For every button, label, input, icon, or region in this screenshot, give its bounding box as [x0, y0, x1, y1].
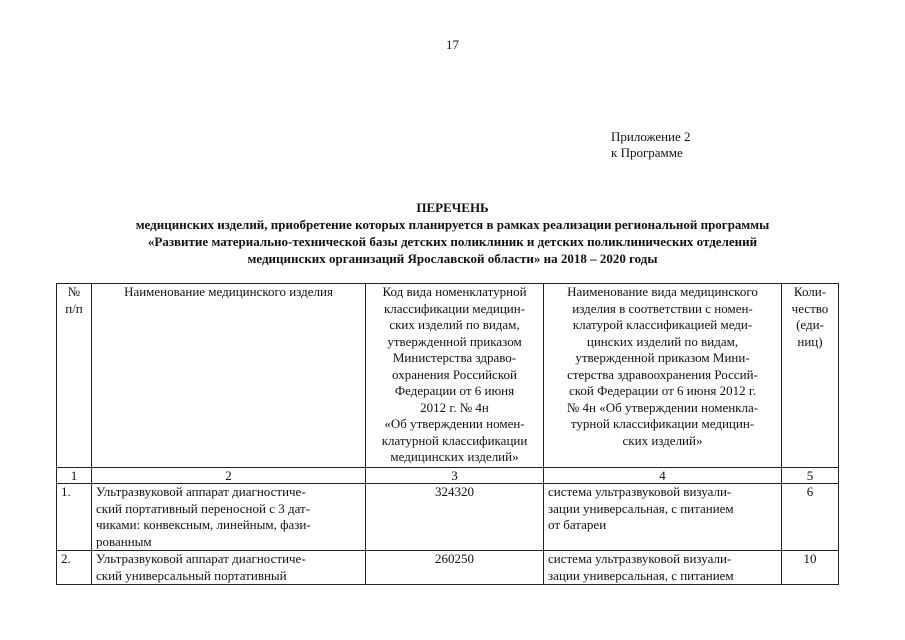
document-heading [40, 199, 865, 267]
table-header-row [57, 284, 839, 468]
column-number: 5 [782, 468, 839, 484]
column-number-row [57, 468, 839, 484]
row-quantity: 10 [782, 551, 839, 585]
appendix-line-1: Приложение 2 [611, 129, 691, 144]
column-number: 1 [57, 468, 92, 484]
row-device-name: Ультразвуковой аппарат диагностиче- ский портативный переносной с 3 дат- чиками: конвексным, линейным, фази- рованным [92, 484, 366, 551]
row-num: 1. [57, 484, 92, 551]
header-device-name: Наименование медицинского изделия [92, 284, 366, 468]
row-device-kind: система ультразвуковой визуали- зации универсальная, с питанием [544, 551, 782, 585]
heading-line-2: «Развитие материально-технической базы детских поликлиник и детских поликлинических отделений [147, 234, 758, 249]
row-device-kind: система ультразвуковой визуали- зации универсальная, с питанием от батареи [544, 484, 782, 551]
heading-title: ПЕРЕЧЕНЬ [416, 200, 489, 215]
header-classification-code: Код вида номенклатурной классификации медицин- ских изделий по видам, утвержденной приказом Министерства здраво- охранения Российской Федерации от 6 июня 2012 г. № 4н «Об утверждении номен- клатурной классификации медицинских изделий» [366, 284, 544, 468]
page-number: 17 [446, 37, 459, 52]
heading-line-1: медицинских изделий, приобретение которых планируется в рамках реализации региональной программы [135, 217, 770, 232]
column-number: 2 [92, 468, 366, 484]
column-number: 3 [366, 468, 544, 484]
heading-line-3: медицинских организаций Ярославской области» на 2018 – 2020 годы [247, 251, 658, 266]
header-quantity: Коли- чество (еди- ниц) [782, 284, 839, 468]
header-num: № п/п [57, 284, 92, 468]
table-row [57, 484, 839, 551]
appendix-line-2: к Программе [611, 145, 683, 160]
row-device-name: Ультразвуковой аппарат диагностиче- ский универсальный портативный [92, 551, 366, 585]
table-row [57, 551, 839, 585]
row-quantity: 6 [782, 484, 839, 551]
medical-devices-table [56, 283, 839, 585]
row-code: 324320 [366, 484, 544, 551]
row-code: 260250 [366, 551, 544, 585]
column-number: 4 [544, 468, 782, 484]
appendix-note [611, 129, 691, 161]
row-num: 2. [57, 551, 92, 585]
header-device-kind: Наименование вида медицинского изделия в соответствии с номен- клатурой классификацией меди- цинских изделий по видам, утвержденной приказом Мини- стерства здравоохранения Россий- ской Федерации от 6 июня 2012 г. № 4н «Об утверждении номенкла- турной классификации медицин- ских изделий» [544, 284, 782, 468]
